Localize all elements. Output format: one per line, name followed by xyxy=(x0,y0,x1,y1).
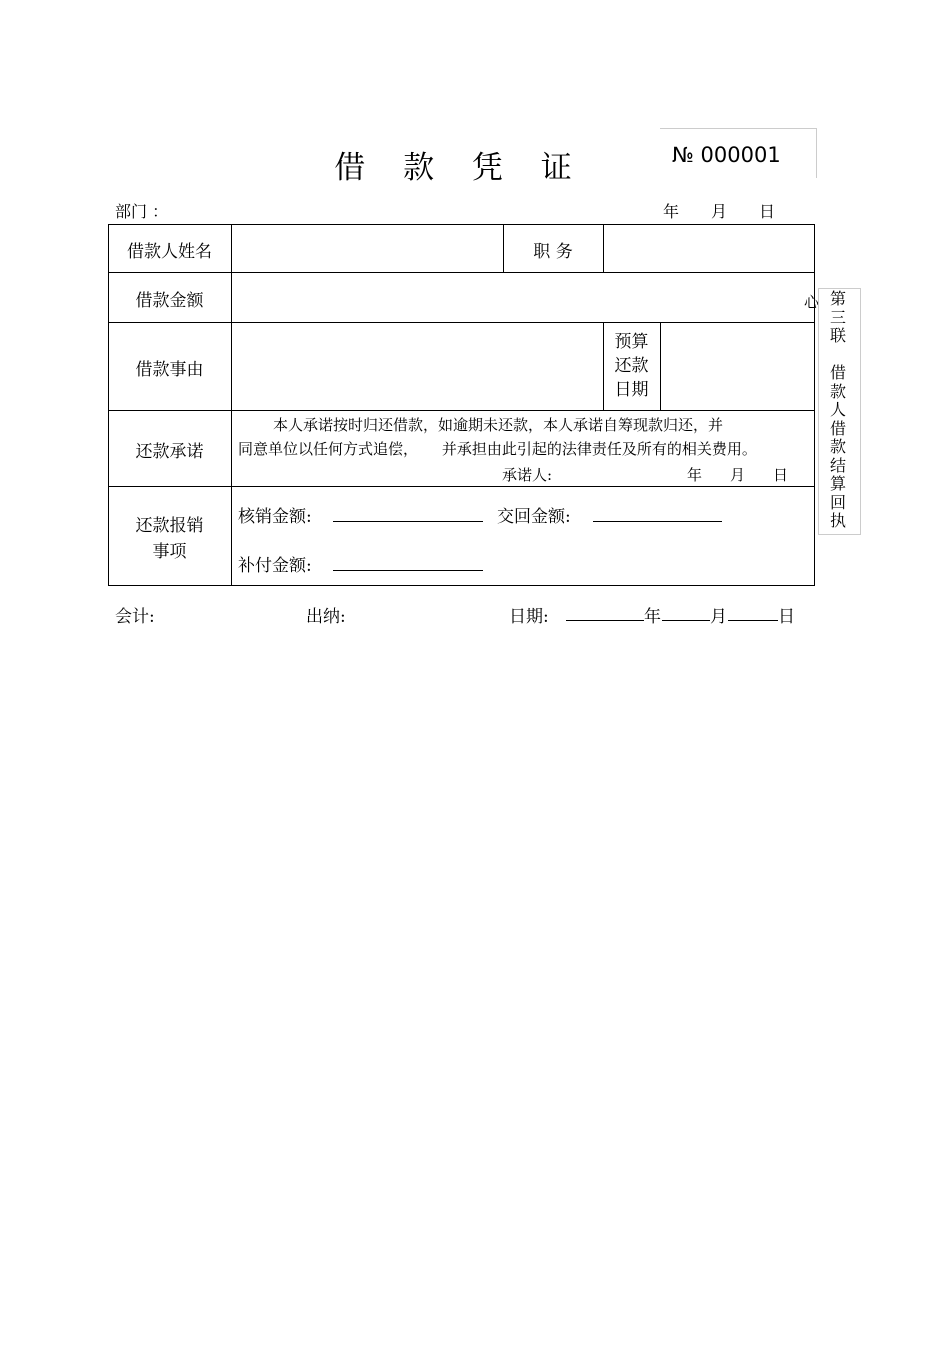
row-divider xyxy=(108,272,815,273)
header-date-month: 月 xyxy=(711,202,728,221)
promisor-label: 承诺人: xyxy=(502,466,553,484)
copy-note-char: 回 xyxy=(829,492,846,512)
commitment-date xyxy=(687,464,788,485)
supplement-amount-field[interactable] xyxy=(333,553,483,571)
commitment-date-year: 年 xyxy=(687,466,703,484)
row-divider xyxy=(108,322,815,323)
commitment-label: 还款承诺 xyxy=(135,442,204,462)
footer-year-label: 年 xyxy=(644,607,661,627)
copy-note-char: 人 xyxy=(829,400,846,419)
return-amount-field[interactable] xyxy=(593,504,722,522)
commitment-date-day: 日 xyxy=(773,466,789,484)
header-date-year: 年 xyxy=(663,202,680,221)
reimburse-label xyxy=(108,513,231,565)
borrower-name-label: 借款人姓名 xyxy=(127,242,212,262)
copy-note-char: 款 xyxy=(829,381,846,401)
footer-month-field[interactable] xyxy=(662,604,710,621)
copy-note-char: 借 xyxy=(829,363,846,382)
writeoff-amount-row xyxy=(238,502,312,527)
position-field[interactable] xyxy=(605,226,813,271)
footer-date-label: 日期: xyxy=(509,607,549,627)
document-number: № 000001 xyxy=(672,143,781,167)
commitment-text-line2: 同意单位以任何方式追偿， 并承担由此引起的法律责任及所有的相关费用。 xyxy=(238,440,757,458)
column-divider xyxy=(231,224,232,586)
commitment-date-month: 月 xyxy=(730,466,746,484)
cashier-label: 出纳: xyxy=(306,607,346,627)
loan-reason-label: 借款事由 xyxy=(135,360,204,380)
repay-date-label-line: 还款 xyxy=(614,356,649,376)
copy-note-char: 借 xyxy=(829,418,846,438)
header-date-day: 日 xyxy=(759,202,776,221)
copy-note-char: 第 xyxy=(829,289,846,308)
document-title: 借 款 凭 证 xyxy=(334,150,586,186)
amount-suffix: 心 xyxy=(804,293,820,311)
copy-note-char: 款 xyxy=(829,437,846,456)
commitment-text-line1: 本人承诺按时归还借款，如逾期未还款，本人承诺自筹现款归还，并 xyxy=(273,416,724,434)
copy-note-char: 执 xyxy=(829,511,846,530)
column-divider xyxy=(603,224,604,273)
repay-date-label-line: 预算 xyxy=(614,332,649,352)
header-date xyxy=(663,199,775,222)
copy-note xyxy=(826,290,850,531)
repay-date-field[interactable] xyxy=(662,324,813,409)
footer-day-label: 日 xyxy=(778,607,795,627)
footer-month-label: 月 xyxy=(710,607,727,627)
row-divider xyxy=(108,486,815,487)
copy-note-char: 结 xyxy=(829,455,846,475)
loan-amount-field[interactable] xyxy=(233,275,793,321)
writeoff-amount-field[interactable] xyxy=(333,504,483,522)
loan-amount-label: 借款金额 xyxy=(135,291,204,311)
copy-note-char: 三 xyxy=(829,307,846,327)
row-divider xyxy=(108,410,815,411)
copy-note-char: 联 xyxy=(829,326,846,345)
reimburse-label-line: 事项 xyxy=(152,542,187,562)
position-label: 职 务 xyxy=(533,242,573,262)
column-divider xyxy=(660,322,661,411)
repay-date-label xyxy=(603,330,660,402)
repay-date-label-line: 日期 xyxy=(614,380,649,400)
reimburse-label-line: 还款报销 xyxy=(135,516,204,536)
return-amount-label: 交回金额: xyxy=(497,507,571,527)
writeoff-amount-label: 核销金额: xyxy=(238,507,312,527)
copy-note-char: 算 xyxy=(829,474,846,493)
supplement-amount-label: 补付金额: xyxy=(238,556,312,576)
footer-year-field[interactable] xyxy=(566,604,644,621)
copy-note-char xyxy=(826,346,850,365)
accountant-label: 会计: xyxy=(115,607,155,627)
footer-day-field[interactable] xyxy=(728,604,778,621)
borrower-name-field[interactable] xyxy=(233,226,501,271)
loan-reason-field[interactable] xyxy=(233,324,601,409)
department-label: 部门 ： xyxy=(115,202,169,221)
